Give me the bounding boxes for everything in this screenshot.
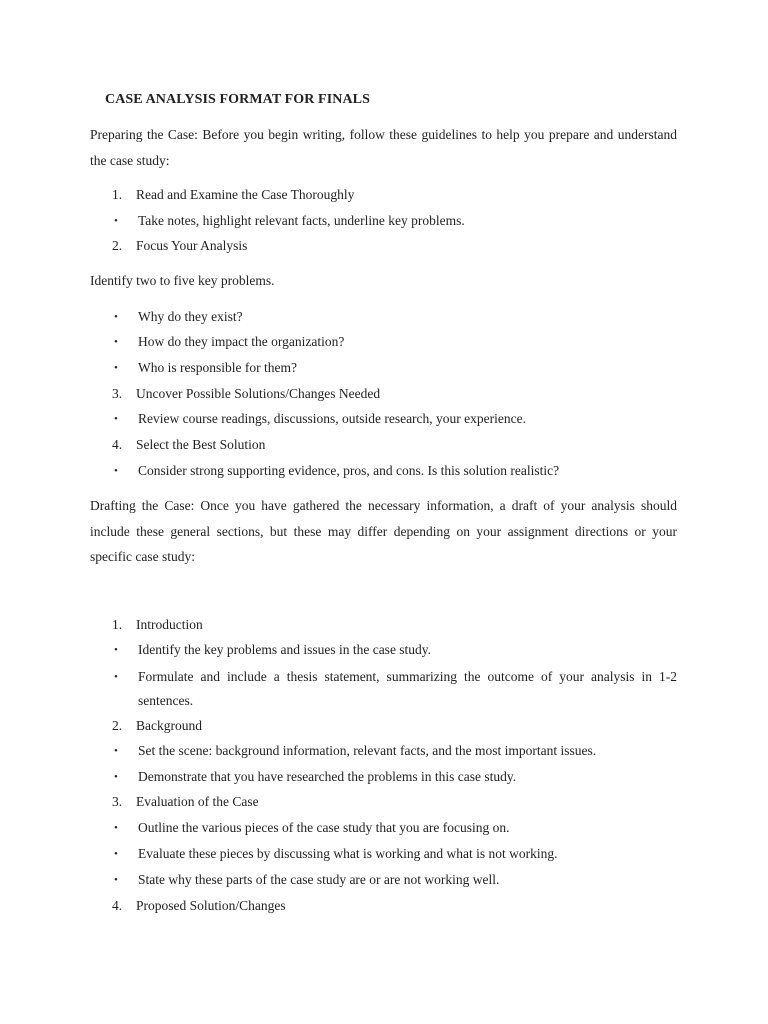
bullet-marker: • [114,771,118,783]
list-marker: 2. [112,718,123,733]
bullet-marker: • [114,874,118,886]
list-item [112,739,677,763]
list-item-text: Review course readings, discussions, outside research, your experience. [138,411,526,426]
bullet-marker: • [114,822,118,834]
list-item-text: Select the Best Solution [136,437,266,452]
list-item [112,665,677,713]
list-item [112,842,677,866]
list-item-text: Background [136,718,202,733]
bullet-marker: • [114,362,118,374]
list-item-text: Why do they exist? [138,309,243,324]
list-item [112,356,677,380]
list-item [112,459,677,483]
list-item-text: Outline the various pieces of the case study that you are focusing on. [138,820,510,835]
list-item-text: Read and Examine the Case Thoroughly [136,187,355,202]
list-item-text: Identify the key problems and issues in the case study. [138,642,432,657]
document-title: CASE ANALYSIS FORMAT FOR FINALS [105,92,371,107]
list-marker: 4. [112,898,123,913]
list-marker: 1. [112,187,123,202]
list-item [112,638,677,662]
preparing-paragraph: Preparing the Case: Before you begin writing, follow these guidelines to help you prepare and understand the case study: [90,127,677,168]
list-item [112,234,677,258]
list-item [112,183,677,207]
list-item-text: How do they impact the organization? [138,334,345,349]
bullet-marker: • [114,671,118,683]
list-item [112,816,677,840]
list-item-text: Proposed Solution/Changes [136,898,286,913]
list-item [112,382,677,406]
list-item-text: Evaluation of the Case [136,794,259,809]
list-marker: 3. [112,386,123,401]
list-item [112,407,677,431]
bullet-marker: • [114,745,118,757]
list-item [112,765,677,789]
list-item [112,790,677,814]
list-marker: 1. [112,617,123,632]
list-item-text: Evaluate these pieces by discussing what is working and what is not working. [138,846,558,861]
list-item-text: State why these parts of the case study are or are not working well. [138,872,500,887]
list-item-text: Focus Your Analysis [136,238,248,253]
list-marker: 3. [112,794,123,809]
list-marker: 2. [112,238,123,253]
list-item-text: Set the scene: background information, relevant facts, and the most important issues. [138,743,597,758]
list-item-text: Uncover Possible Solutions/Changes Needed [136,386,381,401]
drafting-paragraph: Drafting the Case: Once you have gathered the necessary information, a draft of your analysis should include these general sections, but these may differ depending on your assignment directions or your specific case study: [90,498,677,564]
list-item [112,209,677,233]
bullet-marker: • [114,311,118,323]
identify-paragraph: Identify two to five key problems. [90,273,275,288]
bullet-marker: • [114,644,118,656]
bullet-marker: • [114,215,118,227]
list-marker: 4. [112,437,123,452]
list-item-text: Consider strong supporting evidence, pros, and cons. Is this solution realistic? [138,463,560,478]
list-item [112,894,677,918]
bullet-marker: • [114,848,118,860]
list-item-text: Demonstrate that you have researched the problems in this case study. [138,769,517,784]
list-item-text: Introduction [136,617,203,632]
list-item [112,330,677,354]
list-item [112,613,677,637]
list-item [112,433,677,457]
list-item [112,868,677,892]
bullet-marker: • [114,413,118,425]
bullet-marker: • [114,336,118,348]
list-item [112,305,677,329]
list-item-text: Formulate and include a thesis statement, summarizing the outcome of your analysis in 1-2 sentences. [138,669,677,708]
list-item [112,714,677,738]
list-item-text: Who is responsible for them? [138,360,297,375]
list-item-text: Take notes, highlight relevant facts, underline key problems. [138,213,465,228]
bullet-marker: • [114,465,118,477]
